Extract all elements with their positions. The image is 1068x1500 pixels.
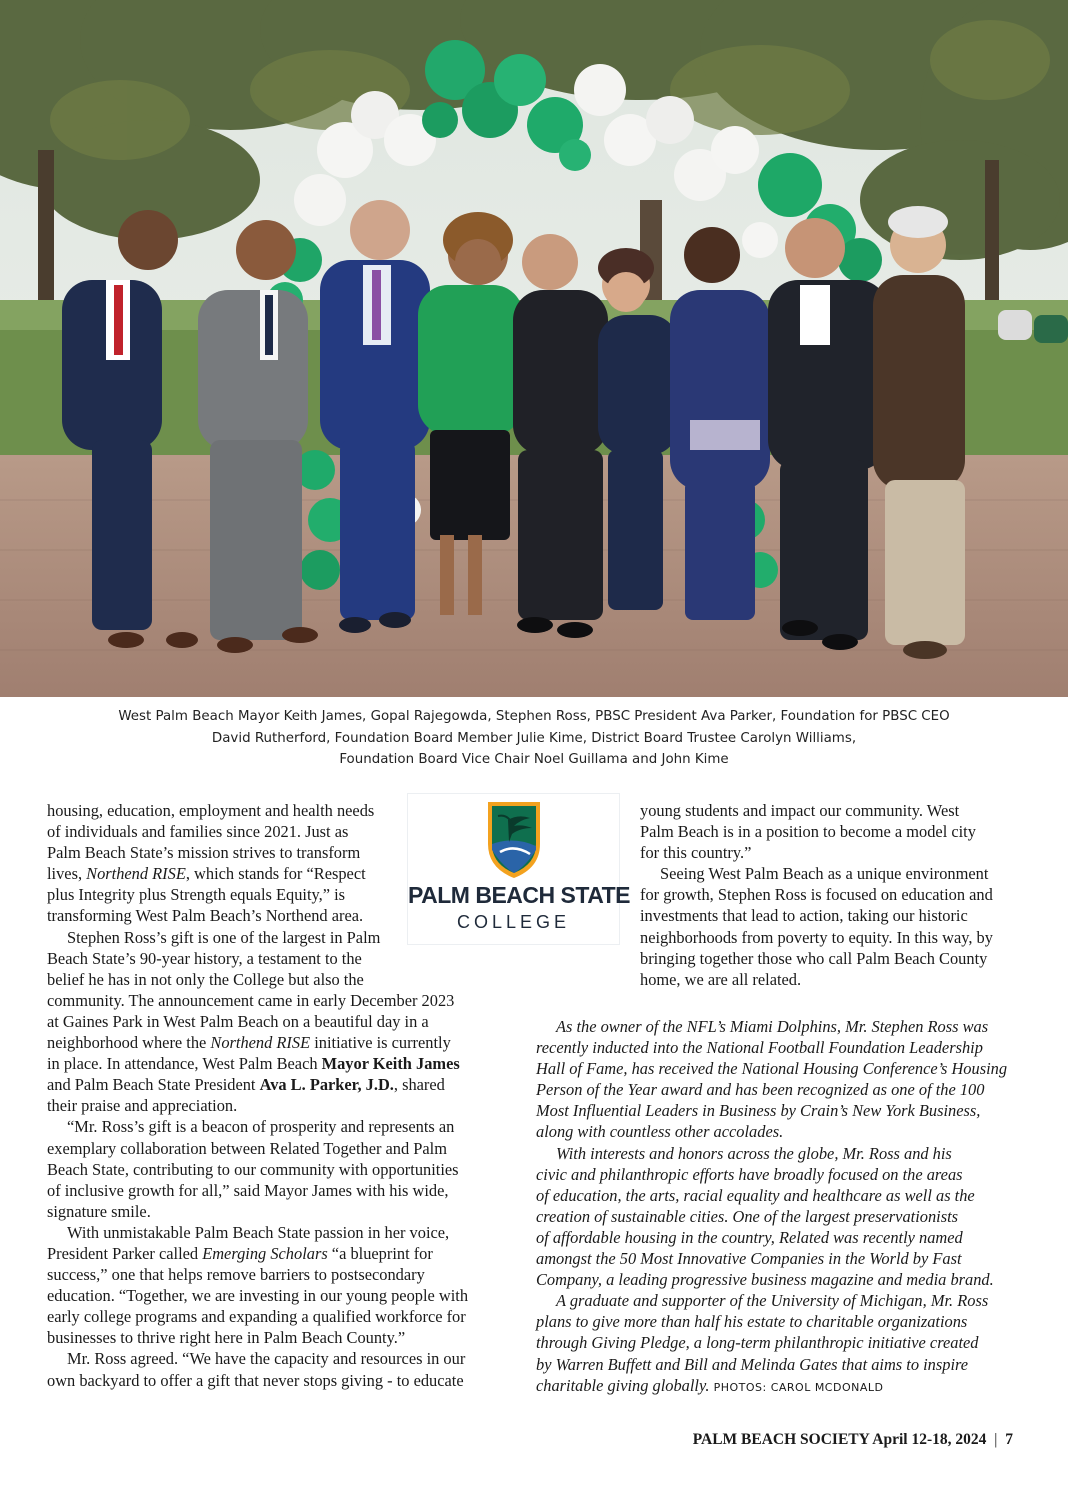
text-run: in place. In attendance, West Palm Beach — [47, 1054, 322, 1074]
text-line: community. The announcement came in early December 2023 — [47, 990, 455, 1010]
text-line: of individuals and families since 2021. Just as — [47, 822, 349, 842]
text-line: investments that lead to action, taking our historic — [640, 906, 968, 926]
college-logo — [407, 793, 630, 945]
text-line: education. “Together, we are investing in our young people with — [47, 1286, 469, 1306]
text-line: Stephen Ross’s gift is one of the largest in Palm — [67, 927, 381, 947]
text-line: plans to give more than half his estate to charitable organizations — [536, 1312, 968, 1332]
text-run: lives, — [47, 864, 87, 884]
group-photo — [0, 0, 1068, 697]
name-bold: Ava L. Parker, J.D. — [259, 1075, 394, 1095]
text-line: for this country.” — [640, 843, 752, 863]
program-name-italic: Northend RISE — [210, 1033, 311, 1053]
text-line: own backyard to offer a gift that never stops giving - to educate — [47, 1370, 464, 1390]
text-line: civic and philanthropic efforts have broadly focused on the areas — [536, 1164, 963, 1184]
text-line — [536, 1375, 1016, 1398]
text-line: recently inducted into the National Football Foundation Leadership — [536, 1038, 983, 1058]
text-run: , which stands for “Respect — [185, 864, 366, 884]
program-name-italic: Northend RISE — [86, 864, 186, 884]
text-line: Palm Beach State’s mission strives to transform — [47, 843, 361, 863]
text-line: of education, the arts, racial equality and healthcare as well as the — [536, 1185, 975, 1205]
text-run: and Palm Beach State President — [47, 1075, 260, 1095]
text-line — [47, 1074, 497, 1095]
caption-line: Foundation Board Vice Chair Noel Guillama and John Kime — [339, 752, 729, 767]
text-line: through Giving Pledge, a long-term philanthropic initiative created — [536, 1333, 979, 1353]
issue-dates: April 12-18, 2024 — [872, 1431, 987, 1448]
caption-line: David Rutherford, Foundation Board Member Julie Kime, District Board Trustee Carolyn Williams, — [211, 730, 857, 746]
text-line: As the owner of the NFL’s Miami Dolphins, Mr. Stephen Ross was — [556, 1017, 989, 1036]
publication-name: PALM BEACH SOCIETY — [692, 1431, 870, 1448]
text-line: along with countless other accolades. — [536, 1122, 784, 1142]
text-line: for growth, Stephen Ross is focused on education and — [640, 885, 993, 905]
bio-sidebar — [536, 1016, 1016, 1398]
text-line: “Mr. Ross’s gift is a beacon of prosperity and represents an — [67, 1117, 455, 1137]
text-line: With unmistakable Palm Beach State passion in her voice, — [67, 1222, 450, 1242]
text-line: exemplary collaboration between Related Together and Palm — [47, 1138, 447, 1158]
text-line: A graduate and supporter of the University of Michigan, Mr. Ross — [556, 1291, 989, 1311]
text-run: charitable giving globally. — [536, 1375, 710, 1395]
text-line: signature smile. — [47, 1201, 151, 1221]
text-line: transforming West Palm Beach’s Northend area. — [47, 906, 364, 926]
text-line: Person of the Year award and has been recognized as one of the 100 — [536, 1080, 985, 1100]
text-line: With interests and honors across the globe, Mr. Ross and his — [556, 1143, 952, 1163]
text-run: “a blueprint for — [327, 1243, 433, 1263]
footer-separator: | — [994, 1431, 998, 1448]
text-line: neighborhoods from poverty to equity. In this way, by — [640, 927, 993, 947]
text-line: success,” one that helps remove barriers to postsecondary — [47, 1265, 425, 1285]
text-line: Most Influential Leaders in Business by Crain’s New York Business, — [536, 1101, 981, 1121]
text-line: belief he has in not only the College but also the — [47, 969, 364, 989]
text-line: housing, education, employment and health needs — [47, 801, 375, 820]
text-line: creation of sustainable cities. One of the largest preservationists — [536, 1206, 959, 1226]
text-line: of inclusive growth for all,” said Mayor James with his wide, — [47, 1180, 449, 1200]
name-bold: Mayor Keith James — [321, 1054, 460, 1074]
page-footer — [693, 1431, 1013, 1449]
text-line: Company, a leading progressive business magazine and media brand. — [536, 1270, 994, 1290]
text-line: of affordable housing in the country, Related was recently named — [536, 1227, 963, 1247]
text-line: early college programs and expanding a qualified workforce for — [47, 1307, 466, 1327]
caption-line: West Palm Beach Mayor Keith James, Gopal Rajegowda, Stephen Ross, PBSC President Ava Parker, Foundation for PBSC CEO — [118, 709, 950, 724]
text-line — [47, 1032, 497, 1053]
logo-wordmark: PALM BEACH STATE — [408, 882, 630, 908]
text-line: plus Integrity plus Strength equals Equity,” is — [47, 885, 346, 905]
text-line: young students and impact our community. West — [640, 801, 960, 820]
text-line: at Gaines Park in West Palm Beach on a beautiful day in a — [47, 1011, 429, 1031]
article-right-column-top — [640, 800, 1020, 990]
text-run: neighborhood where the — [47, 1033, 211, 1053]
shield-icon — [408, 794, 619, 884]
page-number: 7 — [1005, 1431, 1013, 1448]
group-photo-illustration — [0, 0, 1068, 697]
text-run: , shared — [393, 1075, 445, 1095]
text-line: by Warren Buffett and Bill and Melinda Gates that aims to inspire — [536, 1354, 969, 1374]
text-line: Beach State’s 90-year history, a testament to the — [47, 948, 362, 968]
text-line: Palm Beach is in a position to become a model city — [640, 822, 976, 842]
photo-caption — [0, 706, 1068, 771]
text-line: bringing together those who call Palm Beach County — [640, 948, 988, 968]
text-line: home, we are all related. — [640, 969, 802, 989]
logo-subtitle: COLLEGE — [456, 912, 571, 932]
text-line: Seeing West Palm Beach as a unique environment — [660, 864, 989, 884]
text-line: their praise and appreciation. — [47, 1096, 238, 1116]
text-run: President Parker called — [47, 1243, 203, 1263]
text-line: Hall of Fame, has received the National Housing Conference’s Housing — [536, 1059, 1008, 1079]
photo-credit: PHOTOS: CAROL MCDONALD — [713, 1380, 884, 1394]
text-run: initiative is currently — [310, 1033, 451, 1053]
text-line: Mr. Ross agreed. “We have the capacity and resources in our — [67, 1349, 466, 1369]
program-name-italic: Emerging Scholars — [202, 1243, 328, 1263]
text-line: Beach State, contributing to our community with opportunities — [47, 1159, 459, 1179]
text-line — [47, 1243, 497, 1264]
text-line: amongst the 50 Most Innovative Companies in the World by Fast — [536, 1249, 962, 1269]
text-line: businesses to thrive right here in Palm Beach County.” — [47, 1328, 406, 1348]
text-line — [47, 1053, 497, 1074]
